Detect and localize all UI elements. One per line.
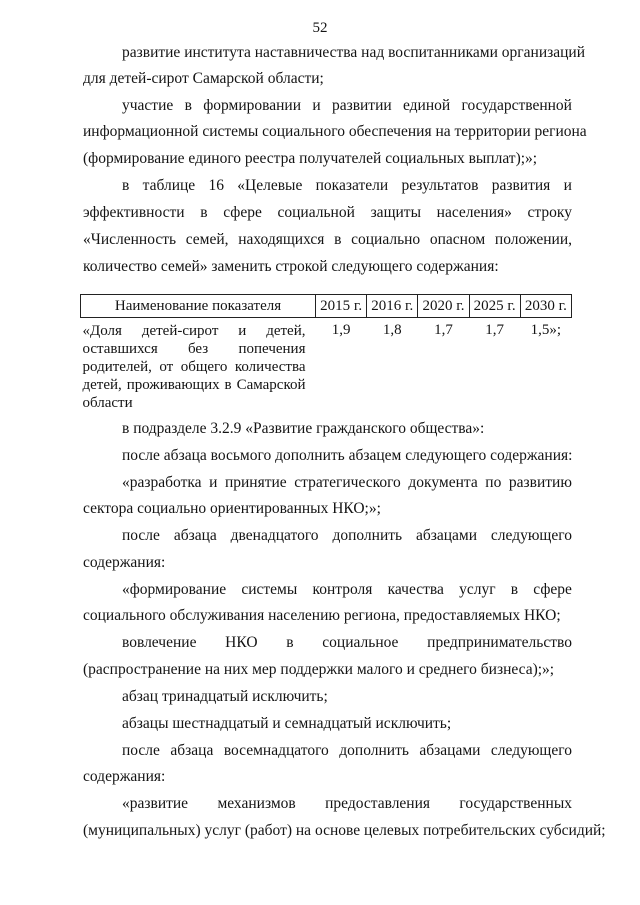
paragraph-line: для детей-сирот Самарской области; — [83, 70, 324, 87]
paragraph-line-justified: участие в формировании и развитии единой государственной — [122, 97, 572, 114]
indicator-name-line: детей, проживающих в Самарской — [82, 377, 306, 393]
indicator-name-line: «Доля детей-сирот и детей, — [82, 323, 306, 339]
paragraph-line: в подразделе 3.2.9 «Развитие гражданского общества»: — [122, 420, 485, 437]
paragraph-line: (муниципальных) услуг (работ) на основе целевых потребительских субсидий; — [83, 822, 606, 839]
paragraph-line-justified: после абзаца двенадцатого дополнить абзацами следующего — [122, 527, 572, 544]
header-year-2016: 2016 г. — [367, 295, 418, 318]
table-header-row — [81, 295, 572, 318]
paragraph-line: абзацы шестнадцатый и семнадцатый исключить; — [122, 715, 452, 732]
paragraph-line-justified: после абзаца восемнадцатого дополнить абзацами следующего — [122, 742, 572, 759]
value-2020: 1,7 — [434, 322, 453, 338]
paragraph-line: после абзаца восьмого дополнить абзацем следующего содержания: — [122, 447, 573, 464]
value-2025: 1,7 — [485, 322, 505, 338]
header-year-2020: 2020 г. — [418, 295, 469, 318]
paragraph-line: информационной системы социального обеспечения на территории региона — [83, 123, 587, 140]
paragraph-line-justified: вовлечение НКО в социальное предпринимательство — [122, 634, 572, 651]
header-indicator-name: Наименование показателя — [81, 295, 316, 318]
indicator-name-line: родителей, от общего количества — [82, 359, 306, 375]
paragraph-line: сектора социально ориентированных НКО;»; — [83, 500, 381, 517]
paragraph-line: (формирование единого реестра получателей социальных выплат);»; — [83, 150, 538, 167]
paragraph-line: социального обслуживания населению региона, предоставляемых НКО; — [83, 607, 561, 624]
header-year-2015: 2015 г. — [316, 295, 367, 318]
paragraph-line-justified: «формирование системы контроля качества услуг в сфере — [122, 581, 572, 598]
paragraph-line: содержания: — [83, 554, 166, 571]
paragraph-line-justified: «Численность семей, находящихся в социально опасном положении, — [83, 231, 572, 248]
indicator-name-cell — [81, 318, 316, 413]
paragraph-line: развитие института наставничества над воспитанниками организаций — [122, 44, 586, 61]
paragraph-line-justified: «разработка и принятие стратегического документа по развитию — [122, 474, 572, 491]
page-number: 52 — [312, 20, 328, 36]
paragraph-line-justified: «развитие механизмов предоставления государственных — [122, 795, 572, 812]
paragraph-line: количество семей» заменить строкой следующего содержания: — [83, 258, 499, 275]
value-2015: 1,9 — [331, 322, 351, 338]
paragraph-line-justified: в таблице 16 «Целевые показатели результатов развития и — [122, 177, 572, 194]
header-year-2025: 2025 г. — [469, 295, 520, 318]
header-year-2030: 2030 г. — [520, 295, 571, 318]
table-row — [81, 318, 572, 413]
indicator-name-line: оставшихся без попечения — [82, 341, 306, 357]
paragraph-line: абзац тринадцатый исключить; — [122, 688, 328, 705]
value-2016: 1,8 — [382, 322, 402, 338]
value-2030: 1,5»; — [530, 322, 562, 338]
indicators-table — [80, 294, 572, 412]
paragraph-line: содержания: — [83, 768, 166, 785]
paragraph-line: (распространение на них мер поддержки малого и среднего бизнеса);»; — [83, 661, 555, 678]
indicator-name-line: области — [82, 395, 133, 411]
paragraph-line-justified: эффективности в сфере социальной защиты населения» строку — [83, 204, 572, 221]
